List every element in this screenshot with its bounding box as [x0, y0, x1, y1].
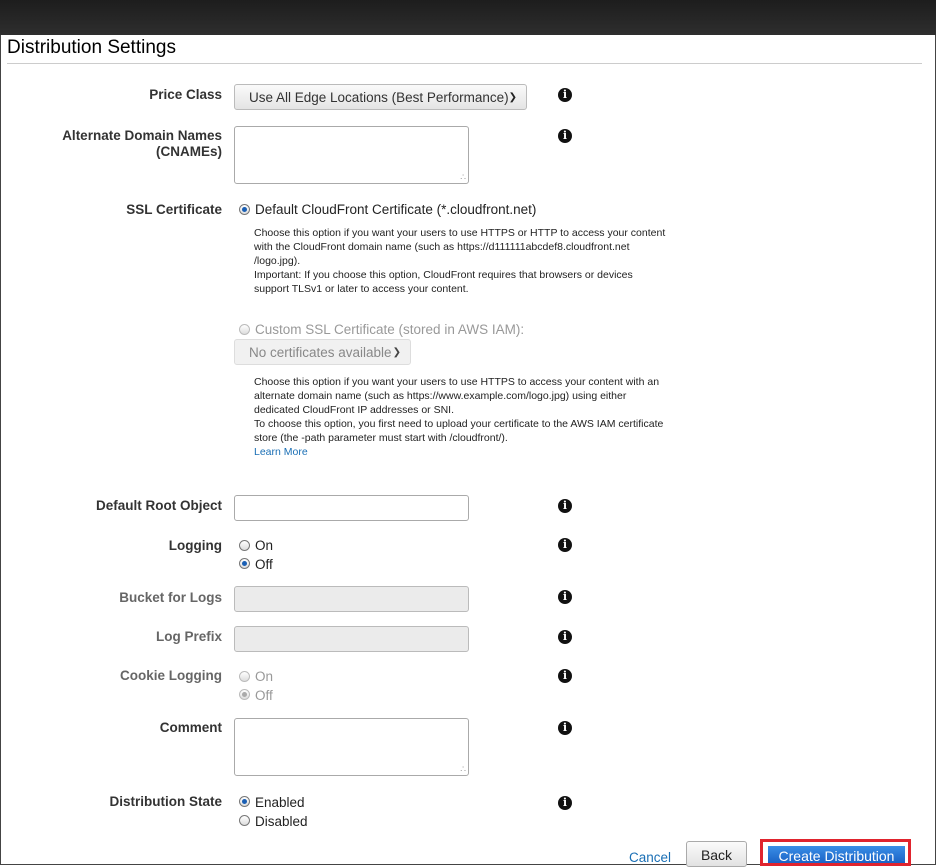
help-line: /logo.jpg).	[254, 255, 301, 267]
info-icon[interactable]: i	[558, 499, 572, 513]
help-line: support TLSv1 or later to access your content.	[254, 283, 469, 295]
logging-on-radio[interactable]	[239, 540, 250, 551]
create-distribution-button[interactable]: Create Distribution	[768, 846, 905, 863]
distribution-state-label: Distribution State	[109, 794, 222, 809]
logging-off-label[interactable]: Off	[255, 557, 273, 572]
help-line: alternate domain name (such as https://www.example.com/logo.jpg) using either	[254, 390, 627, 402]
cookie-logging-label: Cookie Logging	[120, 668, 222, 683]
help-line: with the CloudFront domain name (such as https://d111111abcdef8.cloudfront.net	[254, 241, 630, 253]
distribution-state-enabled-radio[interactable]	[239, 796, 250, 807]
learn-more-link[interactable]: Learn More	[254, 446, 308, 458]
ssl-certificate-select[interactable]	[234, 339, 411, 365]
info-icon[interactable]: i	[558, 88, 572, 102]
chevron-down-icon: ❯	[392, 347, 401, 358]
bucket-for-logs-input[interactable]	[234, 586, 469, 612]
help-line: To choose this option, you first need to upload your certificate to the AWS IAM certificate	[254, 418, 664, 430]
cnames-label-line2: (CNAMEs)	[156, 144, 222, 159]
page-title: Distribution Settings	[7, 37, 176, 58]
cancel-link[interactable]: Cancel	[629, 850, 672, 865]
log-prefix-label: Log Prefix	[155, 629, 222, 644]
cnames-label	[62, 128, 222, 160]
help-line: Choose this option if you want your users to use HTTPS to access your content with an	[254, 376, 660, 388]
price-class-select[interactable]	[234, 84, 527, 110]
logging-off-radio[interactable]	[239, 558, 250, 569]
cookie-logging-on-radio[interactable]	[239, 671, 250, 682]
ssl-custom-option[interactable]: Custom SSL Certificate (stored in AWS IAM):	[255, 322, 525, 337]
ssl-certificate-label: SSL Certificate	[126, 202, 222, 217]
help-line: dedicated CloudFront IP addresses or SNI.	[254, 404, 454, 416]
cnames-label-line1: Alternate Domain Names	[62, 128, 222, 143]
log-prefix-input[interactable]	[234, 626, 469, 652]
logging-on-label[interactable]: On	[255, 538, 274, 553]
cookie-logging-on-label[interactable]: On	[255, 669, 274, 684]
info-icon[interactable]: i	[558, 129, 572, 143]
ssl-default-option[interactable]: Default CloudFront Certificate (*.cloudfront.net)	[255, 202, 537, 217]
bucket-for-logs-label: Bucket for Logs	[119, 590, 222, 605]
price-class-label: Price Class	[149, 87, 222, 102]
top-bar	[0, 0, 936, 35]
ssl-certificate-select-value: No certificates available	[249, 345, 392, 360]
back-button[interactable]: Back	[686, 841, 747, 867]
cnames-textarea[interactable]	[234, 126, 469, 184]
distribution-state-disabled-radio[interactable]	[239, 815, 250, 826]
create-distribution-highlight	[760, 839, 911, 866]
resize-grip-icon[interactable]: ∴	[460, 764, 466, 774]
cookie-logging-off-radio[interactable]	[239, 689, 250, 700]
ssl-custom-radio[interactable]	[239, 324, 250, 335]
help-line: store (the -path parameter must start with /cloudfront/).	[254, 432, 508, 444]
info-icon[interactable]: i	[558, 590, 572, 604]
info-icon[interactable]: i	[558, 721, 572, 735]
info-icon[interactable]: i	[558, 796, 572, 810]
ssl-default-radio[interactable]	[239, 204, 250, 215]
info-icon[interactable]: i	[558, 630, 572, 644]
ssl-custom-help	[254, 375, 694, 459]
resize-grip-icon[interactable]: ∴	[460, 172, 466, 182]
distribution-state-disabled-label[interactable]: Disabled	[255, 814, 308, 829]
help-line: Important: If you choose this option, CloudFront requires that browsers or devices	[254, 269, 633, 281]
cookie-logging-off-label[interactable]: Off	[255, 688, 273, 703]
title-divider	[7, 63, 922, 64]
comment-label: Comment	[159, 720, 222, 735]
logging-label: Logging	[168, 538, 222, 553]
info-icon[interactable]: i	[558, 538, 572, 552]
distribution-state-enabled-label[interactable]: Enabled	[255, 795, 305, 810]
ssl-default-help	[254, 226, 694, 296]
comment-textarea[interactable]	[234, 718, 469, 776]
help-line: Choose this option if you want your users to use HTTPS or HTTP to access your content	[254, 227, 666, 239]
default-root-object-input[interactable]	[234, 495, 469, 521]
chevron-down-icon: ❯	[508, 92, 517, 103]
default-root-object-label: Default Root Object	[95, 498, 222, 513]
info-icon[interactable]: i	[558, 669, 572, 683]
price-class-value: Use All Edge Locations (Best Performance)	[249, 90, 509, 105]
